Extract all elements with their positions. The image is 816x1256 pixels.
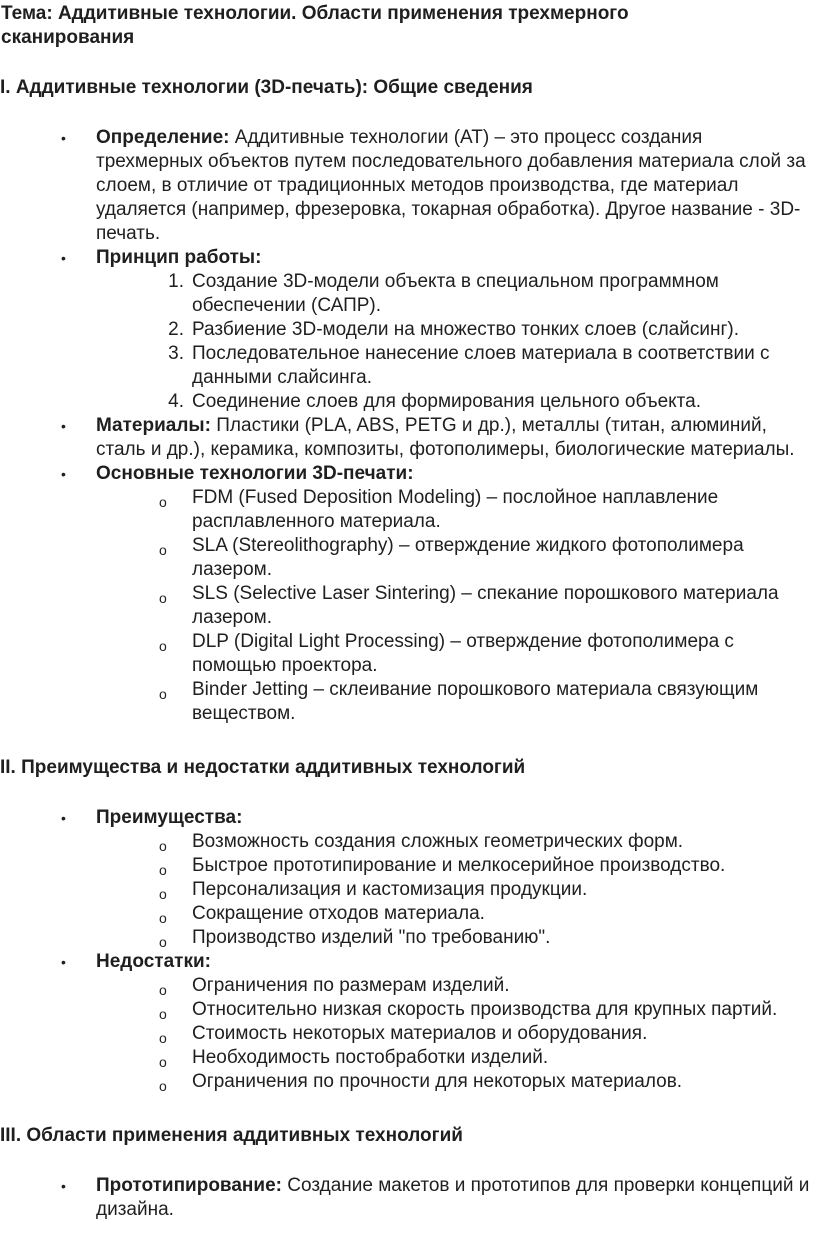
tech-text: SLA (Stereolithography) – отверждение жидкого фотополимера лазером.	[192, 535, 744, 580]
list-item	[96, 902, 812, 926]
circle-bullet-icon: o	[159, 590, 167, 606]
prototyping-text: Создание макетов и прототипов для проверки концепций и дизайна.	[96, 1175, 810, 1220]
prototyping-item	[0, 1174, 816, 1222]
list-item	[96, 342, 812, 390]
list-item	[96, 974, 812, 998]
principle-label: Принцип работы:	[96, 247, 262, 268]
advantage-text: Возможность создания сложных геометрических форм.	[192, 831, 684, 852]
circle-bullet-icon: o	[159, 910, 167, 926]
bullet-icon: •	[61, 810, 66, 826]
disadvantage-text: Ограничения по размерам изделий.	[192, 975, 510, 996]
list-item	[96, 854, 812, 878]
section1-heading: I. Аддитивные технологии (3D-печать): Общие сведения	[0, 77, 533, 98]
list-item	[96, 630, 812, 678]
list-item	[96, 926, 812, 950]
number-marker: 2.	[168, 319, 184, 340]
list-item	[96, 678, 812, 726]
step-text: Соединение слоев для формирования цельного объекта.	[192, 391, 702, 412]
circle-bullet-icon: o	[159, 1054, 167, 1070]
disadvantage-text: Стоимость некоторых материалов и оборудования.	[192, 1023, 648, 1044]
number-marker: 1.	[168, 271, 184, 292]
definition-label: Определение:	[96, 127, 230, 148]
list-item	[96, 1070, 812, 1094]
step-text: Разбиение 3D-модели на множество тонких слоев (слайсинг).	[192, 319, 739, 340]
prototyping-label: Прототипирование:	[96, 1175, 282, 1196]
number-marker: 4.	[168, 391, 184, 412]
circle-bullet-icon: o	[159, 686, 167, 702]
circle-bullet-icon: o	[159, 638, 167, 654]
bullet-icon: •	[61, 418, 66, 434]
circle-bullet-icon: o	[159, 982, 167, 998]
tech-text: DLP (Digital Light Processing) – отверждение фотополимера с помощью проектора.	[192, 631, 734, 676]
principle-steps	[96, 270, 812, 414]
topic-title	[0, 2, 816, 50]
advantage-text: Производство изделий "по требованию".	[192, 927, 551, 948]
section3-heading: III. Области применения аддитивных технологий	[0, 1125, 463, 1146]
topic-title-line1: Тема: Аддитивные технологии. Области применения трехмерного	[1, 3, 629, 24]
bullet-icon: •	[61, 130, 66, 146]
bullet-icon: •	[61, 250, 66, 266]
section3-list	[0, 1174, 816, 1222]
list-item	[96, 1022, 812, 1046]
circle-bullet-icon: o	[159, 862, 167, 878]
tech-text: SLS (Selective Laser Sintering) – спекание порошкового материала лазером.	[192, 583, 779, 628]
bullet-icon: •	[61, 466, 66, 482]
section2-list	[0, 806, 816, 1094]
circle-bullet-icon: o	[159, 1030, 167, 1046]
list-item	[96, 582, 812, 630]
disadvantage-text: Относительно низкая скорость производства для крупных партий.	[192, 999, 778, 1020]
list-item	[96, 830, 812, 854]
disadvantage-text: Ограничения по прочности для некоторых материалов.	[192, 1071, 683, 1092]
list-item	[96, 998, 812, 1022]
list-item	[96, 270, 812, 318]
advantages-list	[96, 830, 812, 950]
advantage-text: Быстрое прототипирование и мелкосерийное производство.	[192, 855, 726, 876]
circle-bullet-icon: o	[159, 494, 167, 510]
list-item	[96, 390, 812, 414]
step-text: Последовательное нанесение слоев материала в соответствии с данными слайсинга.	[192, 343, 770, 388]
bullet-icon: •	[61, 1178, 66, 1194]
disadvantage-text: Необходимость постобработки изделий.	[192, 1047, 549, 1068]
list-item	[96, 534, 812, 582]
definition-text: Аддитивные технологии (АТ) – это процесс создания трехмерных объектов путем последовательного добавления материала слой за слоем, в отличие от традиционных методов производства, где материал удаляется (например, фрезеровка, токарная обработка). Другое название - 3D-печать.	[96, 127, 806, 244]
advantage-text: Персонализация и кастомизация продукции.	[192, 879, 588, 900]
disadvantages-label: Недостатки:	[96, 951, 211, 972]
technologies-label: Основные технологии 3D-печати:	[96, 463, 414, 484]
list-item	[96, 878, 812, 902]
advantage-text: Сокращение отходов материала.	[192, 903, 485, 924]
list-item	[96, 1046, 812, 1070]
list-item	[96, 486, 812, 534]
circle-bullet-icon: o	[159, 1006, 167, 1022]
section1-list	[0, 126, 816, 726]
list-item	[96, 318, 812, 342]
disadvantages-list	[96, 974, 812, 1094]
disadvantages-item	[0, 950, 816, 1094]
circle-bullet-icon: o	[159, 542, 167, 558]
principle-item	[0, 246, 816, 414]
circle-bullet-icon: o	[159, 1078, 167, 1094]
technologies-item	[0, 462, 816, 726]
circle-bullet-icon: o	[159, 838, 167, 854]
topic-title-line2: сканирования	[1, 27, 135, 48]
tech-text: FDM (Fused Deposition Modeling) – послойное наплавление расплавленного материала.	[192, 487, 719, 532]
step-text: Создание 3D-модели объекта в специальном программном обеспечении (САПР).	[192, 271, 719, 316]
tech-text: Binder Jetting – склеивание порошкового материала связующим веществом.	[192, 679, 759, 724]
advantages-label: Преимущества:	[96, 807, 243, 828]
bullet-icon: •	[61, 954, 66, 970]
advantages-item	[0, 806, 816, 950]
circle-bullet-icon: o	[159, 886, 167, 902]
materials-label: Материалы:	[96, 415, 211, 436]
materials-item	[0, 414, 816, 462]
circle-bullet-icon: o	[159, 934, 167, 950]
technologies-list	[96, 486, 812, 726]
materials-text: Пластики (PLA, ABS, PETG и др.), металлы (титан, алюминий, сталь и др.), керамика, композиты, фотополимеры, биологические материалы.	[96, 415, 795, 460]
definition-item	[0, 126, 816, 246]
section2-heading: II. Преимущества и недостатки аддитивных технологий	[0, 757, 526, 778]
number-marker: 3.	[168, 343, 184, 364]
